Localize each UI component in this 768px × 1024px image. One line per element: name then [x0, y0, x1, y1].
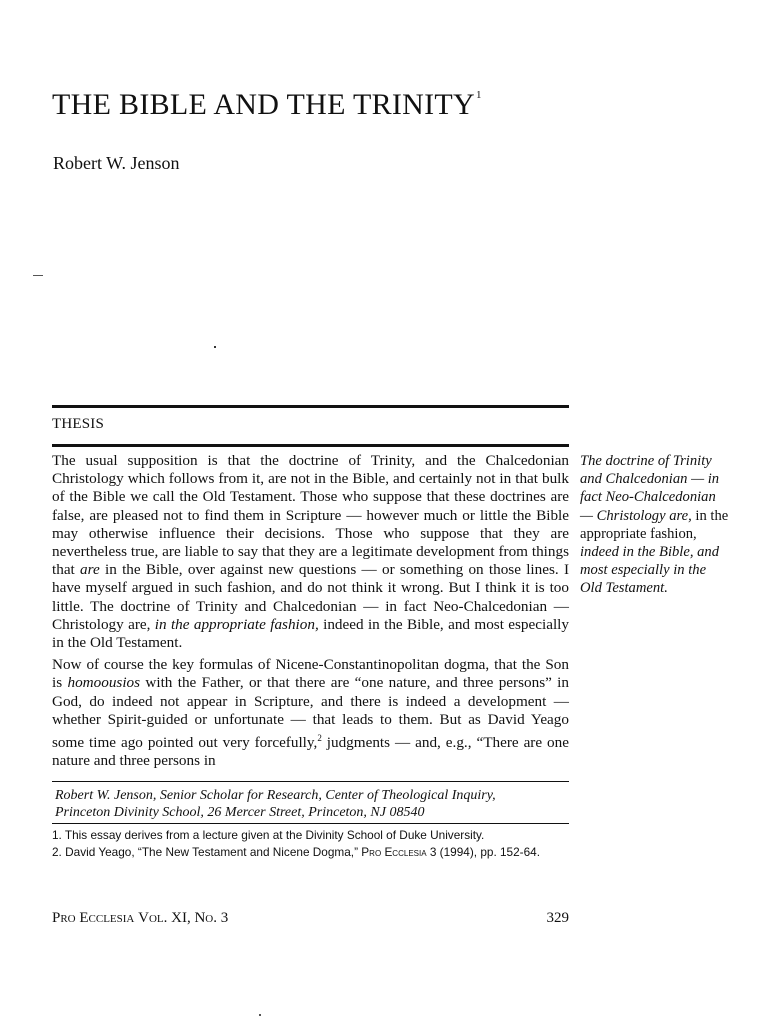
text-run: indeed in the Bible, and most especially in the Old Testament. — [52, 615, 569, 652]
text-run: in the Bible, over against new questions — or something on those lines. I have myself argued in such fashion, and do not think it wrong. But I think it is too little. The doctrine of Trinity and Chalcedonian — in fact Neo-Chalcedonian — Christology are, — [52, 561, 570, 633]
stray-mark — [259, 1014, 261, 1016]
author-affiliation — [55, 787, 496, 821]
footnote-2: 2. David Yeago, “The New Testament and Nicene Dogma,” Pro Ecclesia 3 (1994), pp. 152-64. — [52, 844, 541, 859]
text-run: with the Father, or that there are “one nature, and three persons” in God, do indeed not appear in Scripture, and there is indeed a development — whether Spirit-guided or unfortunate — that leads to them. But as David Yeago some time ago pointed out very forcefully, — [52, 674, 569, 752]
body-paragraph — [52, 452, 569, 652]
text-run: The doctrine of Trinity and Chalcedonian — in fact Neo-Chalcedonian — Christology are, — [580, 453, 720, 524]
section-heading: THESIS — [52, 416, 105, 432]
footnote-rule — [52, 781, 569, 782]
text-run: in the appropriate fashion, — [154, 615, 319, 633]
journal-name: Pro Ecclesia — [361, 844, 427, 859]
footnote-1: 1. This essay derives from a lecture given at the Divinity School of Duke University. — [52, 828, 485, 842]
text-run: judgments — and, e.g., “There are one nature and three persons in — [52, 734, 569, 770]
affiliation-line: Robert W. Jenson, Senior Scholar for Research, Center of Theological Inquiry, — [55, 788, 496, 803]
footnote-ref: 2 — [317, 733, 322, 744]
text-run: are — [80, 561, 100, 579]
volume-issue: Vol. XI, No. 3 — [138, 910, 229, 926]
stray-mark — [214, 346, 216, 348]
margin-pull-quote — [580, 452, 730, 598]
journal-name: Pro Ecclesia — [52, 910, 135, 926]
stray-mark — [33, 275, 43, 276]
section-rule-bottom — [52, 444, 569, 447]
text-run: The usual supposition is that the doctrine of Trinity, and the Chalcedonian Christology which follows from it, are not in the Bible, and certainly not in that bulk of the Bible we call the Old Testament. Those who suppose that these doctrines are false, are pleased not to find them in Scripture — however much or little the Bible may otherwise influence their decisions. Those who suppose that they are nevertheless true, are liable to say that they are a legitimate development from things that — [52, 452, 569, 579]
author-name: Robert W. Jenson — [53, 153, 180, 173]
section-rule-top — [52, 405, 569, 408]
text-run: homoousios — [67, 674, 141, 692]
affiliation-line: Princeton Divinity School, 26 Mercer Street, Princeton, NJ 08540 — [55, 805, 425, 820]
text-run: indeed in the Bible, and most especially in the Old Testament. — [580, 544, 720, 597]
text-run: Now of course the key formulas of Nicene-Constantinopolitan dogma, that the Son is — [52, 656, 569, 692]
page-number: 329 — [546, 910, 569, 926]
footnote-rule — [52, 823, 569, 824]
text-run: in the appropriate fashion, — [580, 507, 729, 542]
body-text — [52, 452, 569, 775]
running-footer — [52, 910, 228, 927]
body-paragraph — [52, 656, 569, 770]
footnotes — [52, 827, 569, 860]
article-title: THE BIBLE AND THE TRINITY$^1$ — [52, 88, 482, 121]
title-footnote-ref: 1 — [476, 89, 482, 101]
